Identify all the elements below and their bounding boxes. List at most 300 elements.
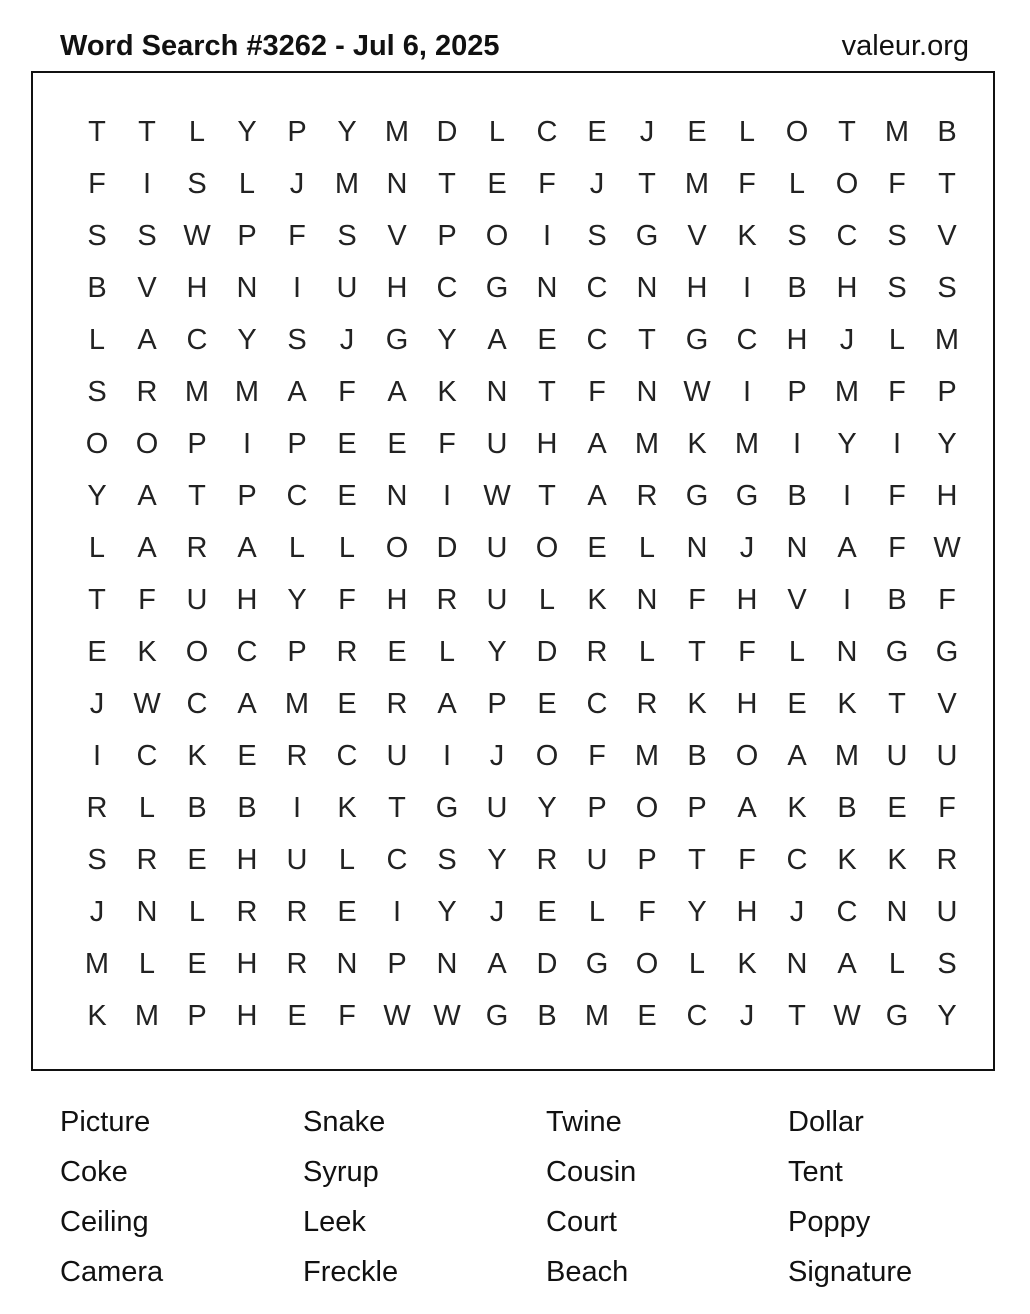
grid-cell[interactable]: T — [938, 167, 956, 200]
grid-cell[interactable]: U — [936, 739, 958, 772]
grid-cell[interactable]: M — [384, 115, 410, 148]
grid-cell[interactable]: G — [385, 323, 409, 356]
grid-cell[interactable]: I — [292, 791, 302, 824]
grid-cell[interactable]: A — [587, 427, 607, 460]
grid-cell[interactable]: F — [888, 531, 906, 564]
grid-cell[interactable]: P — [287, 115, 307, 148]
grid-cell[interactable]: W — [383, 999, 411, 1032]
grid-cell[interactable]: U — [486, 791, 508, 824]
grid-cell[interactable]: H — [386, 271, 408, 304]
grid-cell[interactable]: E — [337, 895, 357, 928]
grid-cell[interactable]: F — [88, 167, 106, 200]
grid-cell[interactable]: W — [933, 531, 961, 564]
grid-cell[interactable]: H — [736, 687, 758, 720]
grid-cell[interactable]: F — [588, 375, 606, 408]
grid-cell[interactable]: N — [236, 271, 258, 304]
grid-cell[interactable]: H — [786, 323, 808, 356]
grid-cell[interactable]: I — [842, 479, 852, 512]
grid-cell[interactable]: G — [735, 479, 759, 512]
grid-cell[interactable]: T — [438, 167, 456, 200]
grid-cell[interactable]: S — [787, 219, 807, 252]
grid-cell[interactable]: S — [187, 167, 207, 200]
grid-cell[interactable]: H — [386, 583, 408, 616]
grid-cell[interactable]: C — [686, 999, 708, 1032]
grid-cell[interactable]: R — [536, 843, 558, 876]
grid-cell[interactable]: B — [87, 271, 107, 304]
grid-cell[interactable]: C — [586, 687, 608, 720]
grid-cell[interactable]: P — [287, 427, 307, 460]
grid-cell[interactable]: K — [87, 999, 107, 1032]
grid-cell[interactable]: H — [686, 271, 708, 304]
grid-cell[interactable]: K — [837, 843, 857, 876]
grid-cell[interactable]: S — [87, 375, 107, 408]
grid-cell[interactable]: T — [538, 479, 556, 512]
grid-cell[interactable]: C — [136, 739, 158, 772]
grid-cell[interactable]: I — [442, 479, 452, 512]
grid-cell[interactable]: B — [787, 271, 807, 304]
grid-cell[interactable]: K — [687, 427, 707, 460]
grid-cell[interactable]: L — [338, 843, 356, 876]
grid-cell[interactable]: P — [937, 375, 957, 408]
grid-cell[interactable]: E — [337, 479, 357, 512]
grid-cell[interactable]: T — [88, 583, 106, 616]
grid-cell[interactable]: Y — [937, 999, 957, 1032]
grid-cell[interactable]: H — [186, 271, 208, 304]
grid-cell[interactable]: C — [836, 219, 858, 252]
grid-cell[interactable]: E — [337, 427, 357, 460]
grid-cell[interactable]: C — [186, 323, 208, 356]
grid-cell[interactable]: A — [287, 375, 307, 408]
grid-cell[interactable]: N — [336, 947, 358, 980]
grid-cell[interactable]: J — [489, 895, 505, 928]
grid-cell[interactable]: B — [787, 479, 807, 512]
grid-cell[interactable]: L — [638, 635, 656, 668]
grid-cell[interactable]: O — [835, 167, 859, 200]
grid-cell[interactable]: J — [489, 739, 505, 772]
grid-cell[interactable]: F — [338, 375, 356, 408]
grid-cell[interactable]: F — [888, 479, 906, 512]
grid-cell[interactable]: G — [885, 999, 909, 1032]
grid-cell[interactable]: K — [187, 739, 207, 772]
grid-cell[interactable]: O — [485, 219, 509, 252]
grid-cell[interactable]: A — [737, 791, 757, 824]
grid-cell[interactable]: T — [388, 791, 406, 824]
grid-cell[interactable]: E — [287, 999, 307, 1032]
grid-cell[interactable]: O — [535, 531, 559, 564]
grid-cell[interactable]: A — [587, 479, 607, 512]
grid-cell[interactable]: Y — [437, 895, 457, 928]
grid-cell[interactable]: E — [387, 427, 407, 460]
grid-cell[interactable]: O — [535, 739, 559, 772]
grid-cell[interactable]: H — [936, 479, 958, 512]
grid-cell[interactable]: K — [437, 375, 457, 408]
grid-cell[interactable]: O — [635, 791, 659, 824]
grid-cell[interactable]: S — [937, 271, 957, 304]
grid-cell[interactable]: R — [636, 687, 658, 720]
grid-cell[interactable]: U — [386, 739, 408, 772]
grid-cell[interactable]: Y — [337, 115, 357, 148]
grid-cell[interactable]: P — [587, 791, 607, 824]
grid-cell[interactable]: C — [386, 843, 408, 876]
grid-cell[interactable]: J — [339, 323, 355, 356]
grid-cell[interactable]: S — [87, 843, 107, 876]
grid-cell[interactable]: P — [437, 219, 457, 252]
grid-cell[interactable]: M — [184, 375, 210, 408]
grid-cell[interactable]: S — [887, 219, 907, 252]
grid-cell[interactable]: Y — [487, 635, 507, 668]
grid-cell[interactable]: E — [687, 115, 707, 148]
grid-cell[interactable]: B — [237, 791, 257, 824]
grid-cell[interactable]: M — [334, 167, 360, 200]
grid-cell[interactable]: C — [436, 271, 458, 304]
grid-cell[interactable]: K — [587, 583, 607, 616]
grid-cell[interactable]: T — [88, 115, 106, 148]
grid-cell[interactable]: C — [586, 271, 608, 304]
grid-cell[interactable]: U — [336, 271, 358, 304]
grid-cell[interactable]: E — [237, 739, 257, 772]
grid-cell[interactable]: K — [137, 635, 157, 668]
grid-cell[interactable]: N — [636, 375, 658, 408]
grid-cell[interactable]: E — [537, 323, 557, 356]
grid-cell[interactable]: S — [887, 271, 907, 304]
grid-cell[interactable]: E — [337, 687, 357, 720]
grid-cell[interactable]: Y — [87, 479, 107, 512]
grid-cell[interactable]: F — [638, 895, 656, 928]
grid-cell[interactable]: I — [242, 427, 252, 460]
grid-cell[interactable]: Y — [437, 323, 457, 356]
grid-cell[interactable]: V — [137, 271, 157, 304]
grid-cell[interactable]: L — [88, 323, 106, 356]
grid-cell[interactable]: F — [738, 167, 756, 200]
grid-cell[interactable]: C — [236, 635, 258, 668]
grid-cell[interactable]: O — [135, 427, 159, 460]
grid-cell[interactable]: U — [486, 427, 508, 460]
grid-cell[interactable]: G — [485, 999, 509, 1032]
grid-cell[interactable]: A — [237, 531, 257, 564]
grid-cell[interactable]: V — [387, 219, 407, 252]
grid-cell[interactable]: H — [236, 947, 258, 980]
grid-cell[interactable]: F — [938, 791, 956, 824]
grid-cell[interactable]: N — [836, 635, 858, 668]
grid-cell[interactable]: I — [292, 271, 302, 304]
grid-cell[interactable]: R — [586, 635, 608, 668]
grid-cell[interactable]: E — [487, 167, 507, 200]
grid-cell[interactable]: I — [142, 167, 152, 200]
grid-cell[interactable]: M — [84, 947, 110, 980]
grid-cell[interactable]: O — [735, 739, 759, 772]
grid-cell[interactable]: T — [838, 115, 856, 148]
grid-cell[interactable]: R — [386, 687, 408, 720]
grid-cell[interactable]: M — [134, 999, 160, 1032]
grid-cell[interactable]: I — [892, 427, 902, 460]
grid-cell[interactable]: S — [937, 947, 957, 980]
grid-cell[interactable]: S — [437, 843, 457, 876]
grid-cell[interactable]: K — [737, 219, 757, 252]
grid-cell[interactable]: T — [138, 115, 156, 148]
grid-cell[interactable]: D — [536, 947, 558, 980]
grid-cell[interactable]: F — [338, 999, 356, 1032]
grid-cell[interactable]: R — [636, 479, 658, 512]
grid-cell[interactable]: T — [888, 687, 906, 720]
grid-cell[interactable]: A — [137, 479, 157, 512]
grid-cell[interactable]: L — [688, 947, 706, 980]
grid-cell[interactable]: M — [884, 115, 910, 148]
grid-cell[interactable]: K — [887, 843, 907, 876]
grid-cell[interactable]: T — [688, 843, 706, 876]
grid-cell[interactable]: J — [639, 115, 655, 148]
grid-cell[interactable]: K — [787, 791, 807, 824]
grid-cell[interactable]: M — [234, 375, 260, 408]
grid-cell[interactable]: A — [437, 687, 457, 720]
grid-cell[interactable]: G — [585, 947, 609, 980]
grid-cell[interactable]: F — [588, 739, 606, 772]
grid-cell[interactable]: L — [738, 115, 756, 148]
grid-cell[interactable]: E — [387, 635, 407, 668]
grid-cell[interactable]: Y — [487, 843, 507, 876]
grid-cell[interactable]: Y — [837, 427, 857, 460]
grid-cell[interactable]: S — [587, 219, 607, 252]
grid-cell[interactable]: A — [137, 531, 157, 564]
grid-cell[interactable]: H — [236, 999, 258, 1032]
grid-cell[interactable]: N — [686, 531, 708, 564]
grid-cell[interactable]: C — [786, 843, 808, 876]
grid-cell[interactable]: U — [586, 843, 608, 876]
grid-cell[interactable]: L — [338, 531, 356, 564]
grid-cell[interactable]: R — [286, 739, 308, 772]
grid-cell[interactable]: L — [238, 167, 256, 200]
grid-cell[interactable]: K — [737, 947, 757, 980]
grid-cell[interactable]: R — [286, 895, 308, 928]
grid-cell[interactable]: I — [442, 739, 452, 772]
grid-cell[interactable]: T — [638, 167, 656, 200]
grid-cell[interactable]: F — [438, 427, 456, 460]
grid-cell[interactable]: S — [137, 219, 157, 252]
grid-cell[interactable]: P — [687, 791, 707, 824]
grid-cell[interactable]: L — [138, 791, 156, 824]
grid-cell[interactable]: F — [288, 219, 306, 252]
grid-cell[interactable]: Y — [937, 427, 957, 460]
grid-cell[interactable]: V — [937, 219, 957, 252]
grid-cell[interactable]: L — [638, 531, 656, 564]
grid-cell[interactable]: E — [787, 687, 807, 720]
grid-cell[interactable]: A — [837, 531, 857, 564]
grid-cell[interactable]: U — [936, 895, 958, 928]
grid-cell[interactable]: I — [392, 895, 402, 928]
grid-cell[interactable]: E — [87, 635, 107, 668]
grid-cell[interactable]: P — [787, 375, 807, 408]
grid-cell[interactable]: L — [188, 895, 206, 928]
grid-cell[interactable]: J — [839, 323, 855, 356]
grid-cell[interactable]: K — [687, 687, 707, 720]
grid-cell[interactable]: A — [387, 375, 407, 408]
grid-cell[interactable]: N — [386, 167, 408, 200]
grid-cell[interactable]: L — [538, 583, 556, 616]
grid-cell[interactable]: F — [688, 583, 706, 616]
grid-cell[interactable]: H — [536, 427, 558, 460]
grid-cell[interactable]: M — [634, 427, 660, 460]
grid-cell[interactable]: L — [888, 323, 906, 356]
grid-cell[interactable]: C — [286, 479, 308, 512]
grid-cell[interactable]: A — [237, 687, 257, 720]
grid-cell[interactable]: Y — [287, 583, 307, 616]
grid-cell[interactable]: N — [636, 271, 658, 304]
grid-cell[interactable]: T — [688, 635, 706, 668]
grid-cell[interactable]: L — [888, 947, 906, 980]
grid-cell[interactable]: Y — [537, 791, 557, 824]
grid-cell[interactable]: C — [186, 687, 208, 720]
grid-cell[interactable]: N — [536, 271, 558, 304]
grid-cell[interactable]: L — [588, 895, 606, 928]
grid-cell[interactable]: N — [386, 479, 408, 512]
grid-cell[interactable]: N — [786, 531, 808, 564]
grid-cell[interactable]: R — [236, 895, 258, 928]
grid-cell[interactable]: H — [236, 583, 258, 616]
grid-cell[interactable]: G — [685, 323, 709, 356]
grid-cell[interactable]: W — [483, 479, 511, 512]
grid-cell[interactable]: G — [885, 635, 909, 668]
grid-cell[interactable]: J — [789, 895, 805, 928]
grid-cell[interactable]: M — [834, 739, 860, 772]
grid-cell[interactable]: O — [785, 115, 809, 148]
grid-cell[interactable]: J — [739, 999, 755, 1032]
grid-cell[interactable]: S — [287, 323, 307, 356]
grid-cell[interactable]: P — [187, 427, 207, 460]
grid-cell[interactable]: M — [734, 427, 760, 460]
grid-cell[interactable]: F — [888, 375, 906, 408]
grid-cell[interactable]: W — [133, 687, 161, 720]
grid-cell[interactable]: J — [89, 895, 105, 928]
grid-cell[interactable]: N — [636, 583, 658, 616]
grid-cell[interactable]: E — [537, 895, 557, 928]
grid-cell[interactable]: N — [436, 947, 458, 980]
grid-cell[interactable]: V — [937, 687, 957, 720]
grid-cell[interactable]: H — [236, 843, 258, 876]
grid-cell[interactable]: F — [138, 583, 156, 616]
grid-cell[interactable]: J — [739, 531, 755, 564]
grid-cell[interactable]: W — [183, 219, 211, 252]
grid-cell[interactable]: M — [834, 375, 860, 408]
grid-cell[interactable]: E — [587, 531, 607, 564]
grid-cell[interactable]: O — [185, 635, 209, 668]
grid-cell[interactable]: P — [187, 999, 207, 1032]
grid-cell[interactable]: G — [635, 219, 659, 252]
grid-cell[interactable]: I — [842, 583, 852, 616]
grid-cell[interactable]: N — [136, 895, 158, 928]
grid-cell[interactable]: D — [436, 531, 458, 564]
grid-cell[interactable]: A — [837, 947, 857, 980]
grid-cell[interactable]: V — [787, 583, 807, 616]
grid-cell[interactable]: D — [536, 635, 558, 668]
grid-cell[interactable]: M — [684, 167, 710, 200]
grid-cell[interactable]: P — [637, 843, 657, 876]
grid-cell[interactable]: E — [887, 791, 907, 824]
grid-cell[interactable]: F — [738, 635, 756, 668]
grid-cell[interactable]: R — [286, 947, 308, 980]
grid-cell[interactable]: U — [186, 583, 208, 616]
grid-cell[interactable]: C — [736, 323, 758, 356]
grid-cell[interactable]: R — [86, 791, 108, 824]
grid-cell[interactable]: C — [586, 323, 608, 356]
grid-cell[interactable]: G — [935, 635, 959, 668]
grid-cell[interactable]: I — [742, 375, 752, 408]
grid-cell[interactable]: E — [537, 687, 557, 720]
grid-cell[interactable]: U — [286, 843, 308, 876]
grid-cell[interactable]: W — [433, 999, 461, 1032]
grid-cell[interactable]: U — [486, 583, 508, 616]
grid-cell[interactable]: F — [738, 843, 756, 876]
grid-cell[interactable]: L — [188, 115, 206, 148]
grid-cell[interactable]: C — [536, 115, 558, 148]
grid-cell[interactable]: B — [937, 115, 957, 148]
grid-cell[interactable]: M — [284, 687, 310, 720]
grid-cell[interactable]: C — [836, 895, 858, 928]
grid-cell[interactable]: M — [584, 999, 610, 1032]
grid-cell[interactable]: T — [538, 375, 556, 408]
grid-cell[interactable]: G — [435, 791, 459, 824]
grid-cell[interactable]: R — [136, 843, 158, 876]
grid-cell[interactable]: A — [487, 947, 507, 980]
grid-cell[interactable]: R — [336, 635, 358, 668]
grid-cell[interactable]: R — [186, 531, 208, 564]
grid-cell[interactable]: O — [385, 531, 409, 564]
grid-cell[interactable]: R — [436, 583, 458, 616]
grid-cell[interactable]: B — [837, 791, 857, 824]
grid-cell[interactable]: P — [287, 635, 307, 668]
grid-cell[interactable]: K — [337, 791, 357, 824]
grid-cell[interactable]: I — [792, 427, 802, 460]
grid-cell[interactable]: E — [187, 947, 207, 980]
grid-cell[interactable]: A — [787, 739, 807, 772]
grid-cell[interactable]: F — [538, 167, 556, 200]
grid-cell[interactable]: L — [138, 947, 156, 980]
grid-cell[interactable]: H — [736, 583, 758, 616]
grid-cell[interactable]: P — [387, 947, 407, 980]
grid-cell[interactable]: K — [837, 687, 857, 720]
grid-cell[interactable]: F — [338, 583, 356, 616]
grid-cell[interactable]: H — [736, 895, 758, 928]
grid-cell[interactable]: R — [136, 375, 158, 408]
grid-cell[interactable]: L — [438, 635, 456, 668]
grid-cell[interactable]: A — [487, 323, 507, 356]
grid-cell[interactable]: E — [637, 999, 657, 1032]
grid-cell[interactable]: Y — [237, 115, 257, 148]
grid-cell[interactable]: F — [938, 583, 956, 616]
grid-cell[interactable]: T — [788, 999, 806, 1032]
grid-cell[interactable]: N — [786, 947, 808, 980]
grid-cell[interactable]: B — [687, 739, 707, 772]
grid-cell[interactable]: S — [87, 219, 107, 252]
grid-cell[interactable]: J — [589, 167, 605, 200]
grid-cell[interactable]: V — [687, 219, 707, 252]
grid-cell[interactable]: P — [487, 687, 507, 720]
grid-cell[interactable]: I — [742, 271, 752, 304]
grid-cell[interactable]: P — [237, 219, 257, 252]
grid-cell[interactable]: M — [634, 739, 660, 772]
grid-cell[interactable]: O — [635, 947, 659, 980]
grid-cell[interactable]: I — [542, 219, 552, 252]
grid-cell[interactable]: N — [886, 895, 908, 928]
grid-cell[interactable]: H — [836, 271, 858, 304]
grid-cell[interactable]: C — [336, 739, 358, 772]
grid-cell[interactable]: L — [788, 167, 806, 200]
grid-cell[interactable]: F — [888, 167, 906, 200]
grid-cell[interactable]: W — [833, 999, 861, 1032]
grid-cell[interactable]: L — [288, 531, 306, 564]
grid-cell[interactable]: J — [289, 167, 305, 200]
grid-cell[interactable]: L — [788, 635, 806, 668]
grid-cell[interactable]: G — [685, 479, 709, 512]
grid-cell[interactable]: I — [92, 739, 102, 772]
